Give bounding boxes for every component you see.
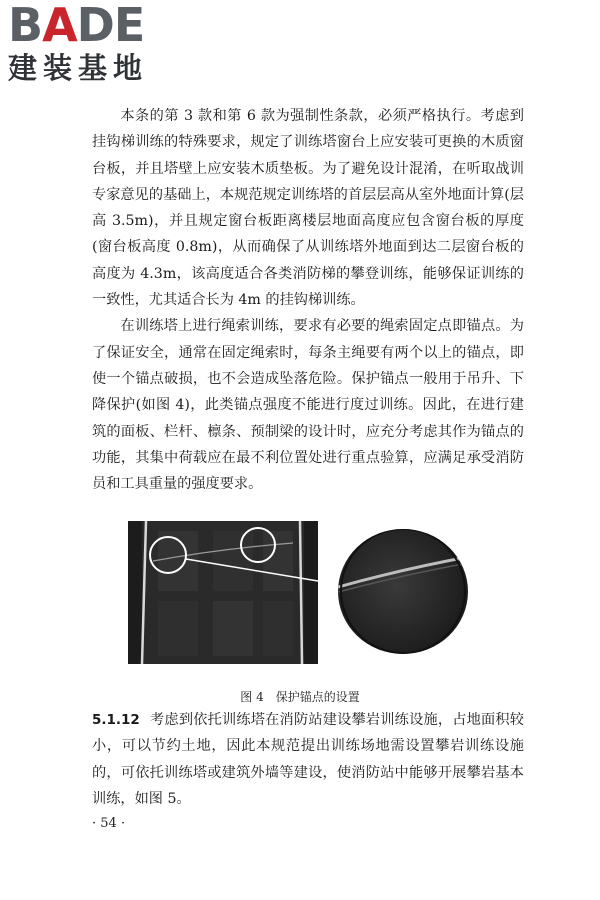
anchor-closeup-illustration xyxy=(338,529,468,654)
logo-subtitle: 建装基地 xyxy=(8,51,149,85)
clause-text: 考虑到依托训练塔在消防站建设攀岩训练设施，占地面积较小，可以节约土地，因此本规范提出训练场地需设置攀岩训练设施的，可依托训练塔或建筑外墙等建设，使消防站中能够开展攀岩基本训练，如图 5。 xyxy=(92,712,524,807)
clause-5-1-12 xyxy=(92,707,524,812)
logo-wordmark xyxy=(8,0,178,52)
figure-caption: 图 4 保护锚点的设置 xyxy=(240,690,360,704)
figure-anchor-points xyxy=(128,521,478,666)
photo-tower-wall xyxy=(128,521,318,664)
body-text xyxy=(92,103,524,497)
page-number: · 54 · xyxy=(92,816,126,831)
photo-anchor-closeup xyxy=(338,529,468,654)
tower-wall-illustration xyxy=(128,521,318,664)
logo-letters-de: DE xyxy=(76,0,145,52)
bade-logo xyxy=(8,2,178,92)
clause-number: 5.1.12 xyxy=(92,712,140,728)
logo-letter-a: A xyxy=(42,0,77,52)
paragraph-1: 本条的第 3 款和第 6 款为强制性条款，必须严格执行。考虑到挂钩梯训练的特殊要求，规定了训练塔窗台上应安装可更换的木质窗台板，并且塔壁上应安装木质垫板。为了避免设计混淆，在听取战训专家意见的基础上，本规范规定训练塔的首层层高从室外地面计算(层高 3.5m)，并且规定窗台板距离楼层地面高度应包含窗台板的厚度(窗台板高度 0.8m)，从而确保了从训练塔外地面到达二层窗台板的高度为 4.3m，该高度适合各类消防梯的攀登训练，能够保证训练的一致性，尤其适合长为 4m 的挂钩梯训练。 xyxy=(92,108,524,309)
logo-letter-b: B xyxy=(8,0,43,52)
paragraph-2: 在训练塔上进行绳索训练，要求有必要的绳索固定点即锚点。为了保证安全，通常在固定绳索时，每条主绳要有两个以上的锚点，即使一个锚点破损，也不会造成坠落危险。保护锚点一般用于吊升、下降保护(如图 4)，此类锚点强度不能进行度过训练。因此，在进行建筑的面板、栏杆、檩条、预制梁的设计时，应充分考虑其作为锚点的功能，其集中荷载应在最不利位置处进行重点验算，应满足承受消防员和工具重量的强度要求。 xyxy=(92,318,524,493)
